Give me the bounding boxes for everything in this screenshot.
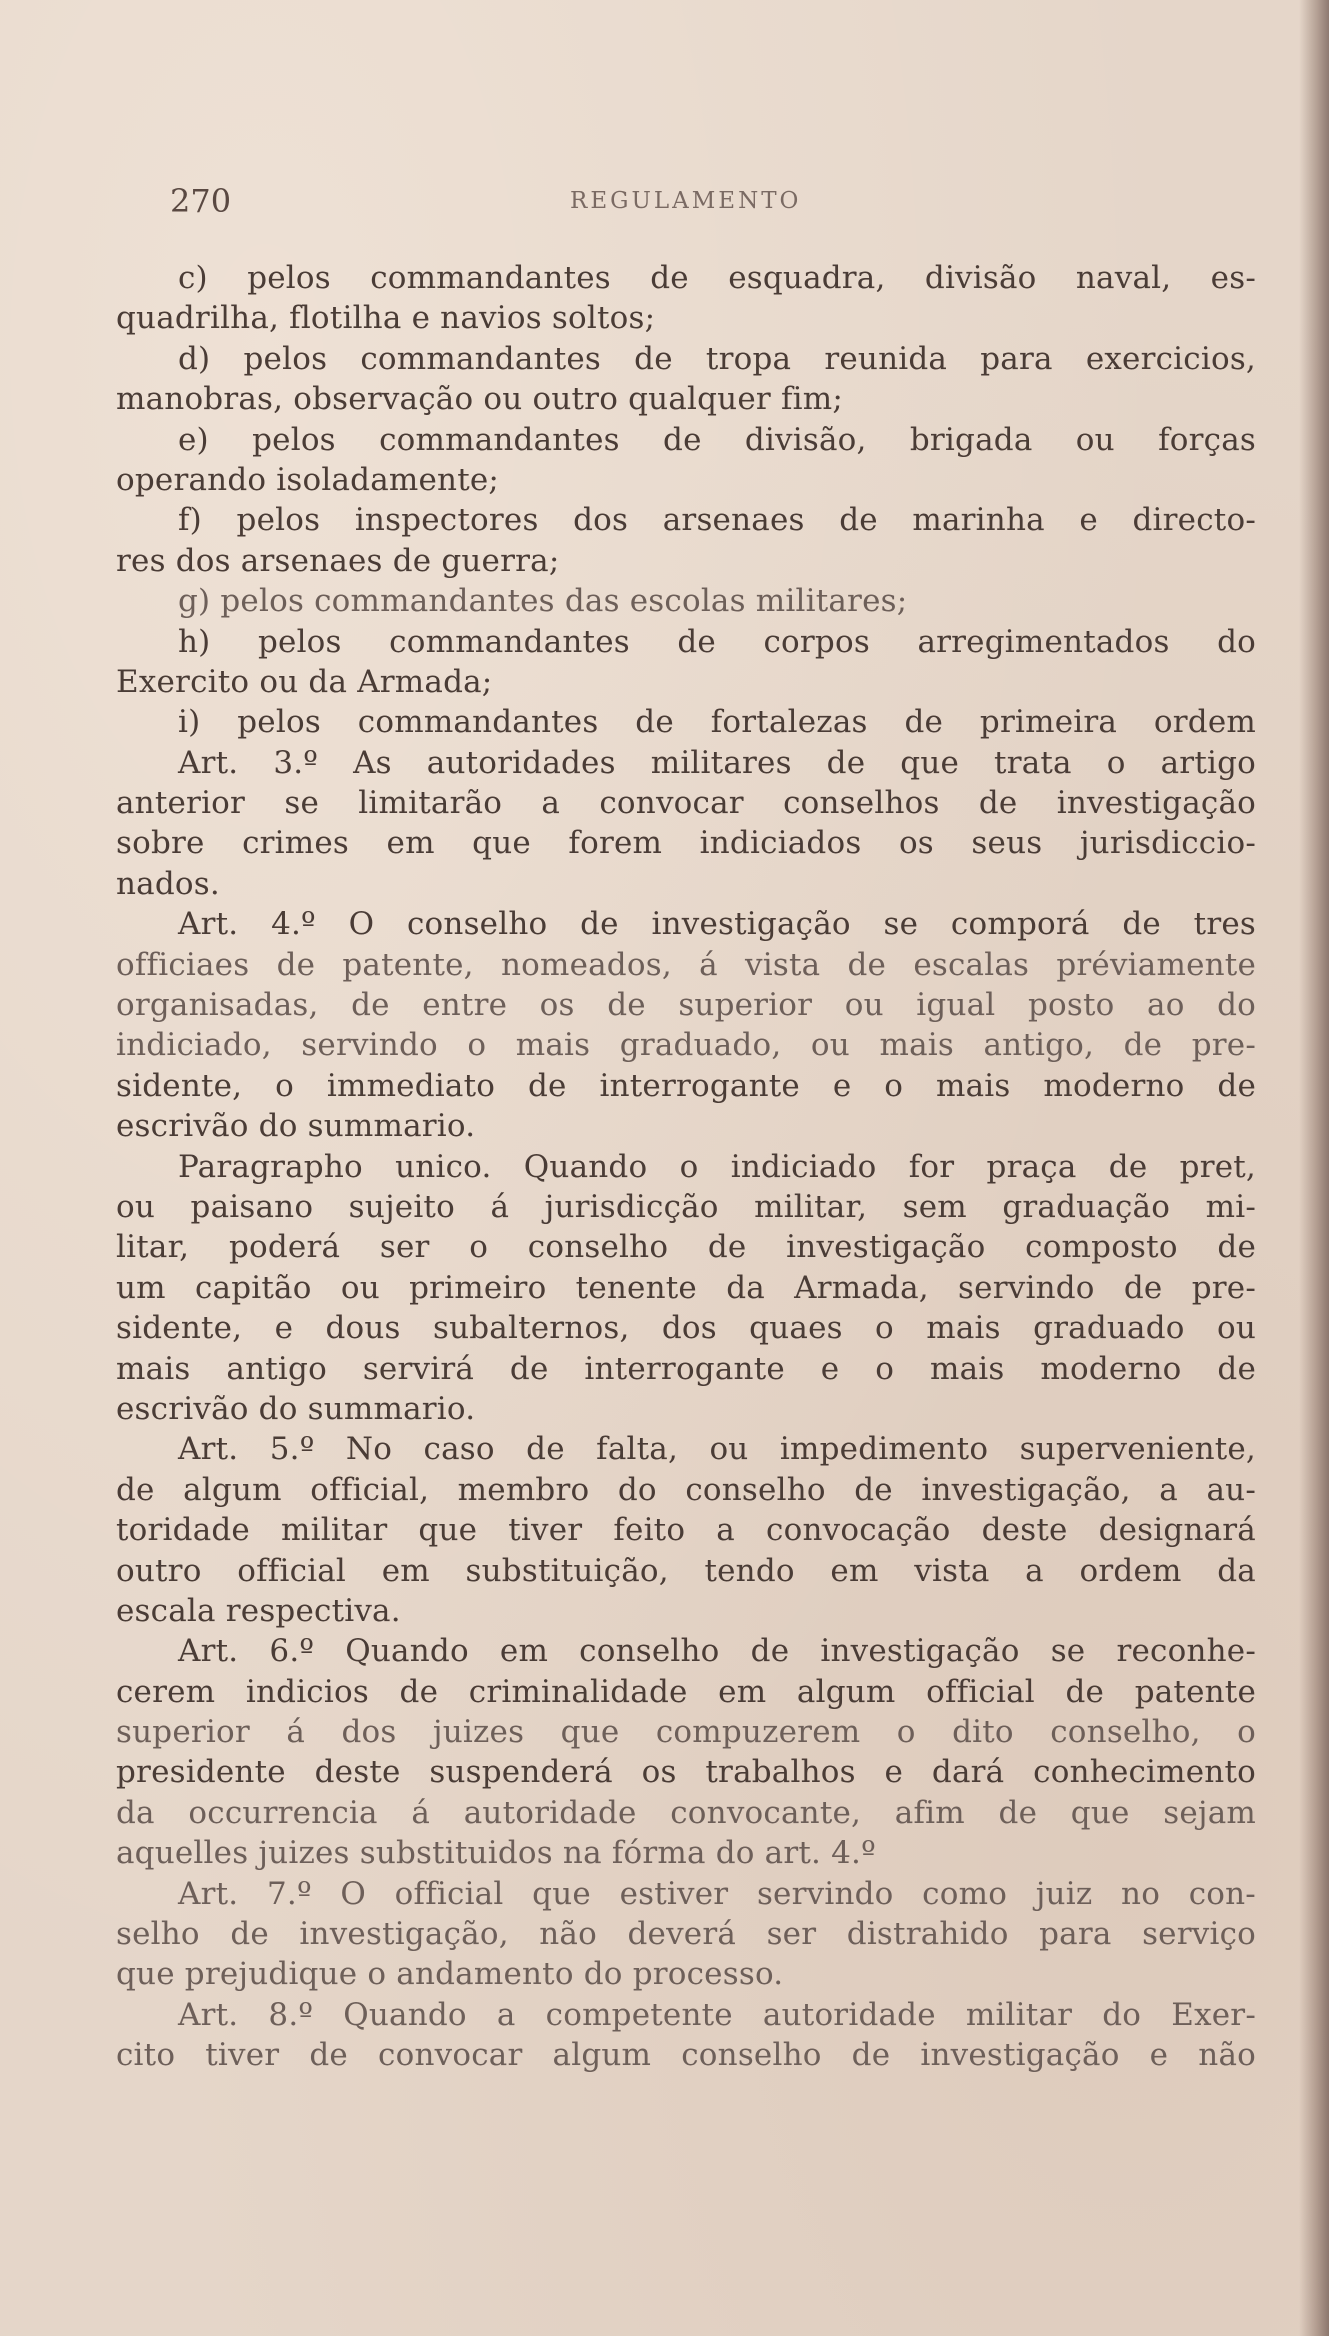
text-line: da occurrencia á autoridade convocante, afim de que sejam [116, 1794, 1256, 1831]
text-line: cito tiver de convocar algum conselho de investigação e não [116, 2037, 1256, 2074]
text-line: organisadas, de entre os de superior ou igual posto ao do [116, 987, 1256, 1024]
text-line: operando isoladamente; [116, 461, 500, 498]
text-line: Art. 7.º O official que estiver servindo como juiz no con- [178, 1875, 1256, 1912]
text-line: manobras, observação ou outro qualquer fim; [116, 381, 843, 418]
text-line: Art. 3.º As autoridades militares de que trata o artigo [178, 744, 1256, 781]
text-line: Art. 4.º O conselho de investigação se comporá de tres [178, 906, 1256, 943]
text-line: um capitão ou primeiro tenente da Armada, servindo de pre- [116, 1269, 1256, 1306]
text-line: escala respectiva. [116, 1592, 401, 1629]
text-line: g) pelos commandantes das escolas militares; [178, 583, 908, 620]
text-line: presidente deste suspenderá os trabalhos e dará conhecimento [116, 1754, 1256, 1791]
text-line: c) pelos commandantes de esquadra, divisão naval, es- [178, 260, 1256, 296]
text-line: Art. 5.º No caso de falta, ou impedimento superveniente, [178, 1431, 1256, 1468]
text-line: outro official em substituição, tendo em vista a ordem da [116, 1552, 1256, 1589]
text-line: res dos arsenaes de guerra; [116, 542, 560, 579]
text-line: Exercito ou da Armada; [116, 663, 493, 700]
text-line: d) pelos commandantes de tropa reunida para exercicios, [178, 340, 1256, 377]
text-line: indiciado, servindo o mais graduado, ou mais antigo, de pre- [116, 1027, 1256, 1064]
text-line: escrivão do summario. [116, 1390, 476, 1427]
text-line: f) pelos inspectores dos arsenaes de marinha e directo- [178, 502, 1256, 539]
text-line: sidente, o immediato de interrogante e o mais moderno de [116, 1067, 1256, 1104]
text-line: toridade militar que tiver feito a convocação deste designará [116, 1512, 1256, 1549]
text-line: h) pelos commandantes de corpos arregimentados do [178, 623, 1256, 660]
text-line: Art. 8.º Quando a competente autoridade militar do Exer- [178, 1996, 1256, 2033]
text-line: ou paisano sujeito á jurisdicção militar, sem graduação mi- [116, 1188, 1256, 1225]
page-number: 270 [170, 182, 232, 220]
text-line: Paragrapho unico. Quando o indiciado for praça de pret, [178, 1148, 1256, 1185]
text-line: quadrilha, flotilha e navios soltos; [116, 300, 656, 337]
text-line: Art. 6.º Quando em conselho de investigação se reconhe- [178, 1633, 1256, 1670]
text-line: escrivão do summario. [116, 1108, 476, 1145]
text-line: de algum official, membro do conselho de investigação, a au- [116, 1471, 1256, 1508]
running-head: REGULAMENTO [570, 188, 802, 214]
text-line: litar, poderá ser o conselho de investigação composto de [116, 1229, 1256, 1266]
page-header [170, 182, 1230, 222]
text-line: cerem indicios de criminalidade em algum official de patente [116, 1673, 1256, 1710]
text-line: nados. [116, 865, 220, 902]
text-line: que prejudique o andamento do processo. [116, 1956, 784, 1993]
page-spine-shadow [1299, 0, 1329, 2336]
text-line: e) pelos commandantes de divisão, brigada ou forças [178, 421, 1256, 458]
text-line: selho de investigação, não deverá ser distrahido para serviço [116, 1916, 1256, 1953]
text-line: mais antigo servirá de interrogante e o mais moderno de [116, 1350, 1256, 1387]
text-line: aquelles juizes substituidos na fórma do art. 4.º [116, 1835, 876, 1872]
text-line: anterior se limitarão a convocar conselhos de investigação [116, 785, 1256, 822]
text-line: sobre crimes em que forem indiciados os seus jurisdiccio- [116, 825, 1256, 862]
text-line: officiaes de patente, nomeados, á vista de escalas préviamente [116, 946, 1256, 983]
text-line: i) pelos commandantes de fortalezas de primeira ordem [178, 704, 1256, 741]
body-text [116, 258, 1256, 2076]
text-line: sidente, e dous subalternos, dos quaes o mais graduado ou [116, 1310, 1256, 1347]
text-line: superior á dos juizes que compuzerem o dito conselho, o [116, 1714, 1256, 1751]
